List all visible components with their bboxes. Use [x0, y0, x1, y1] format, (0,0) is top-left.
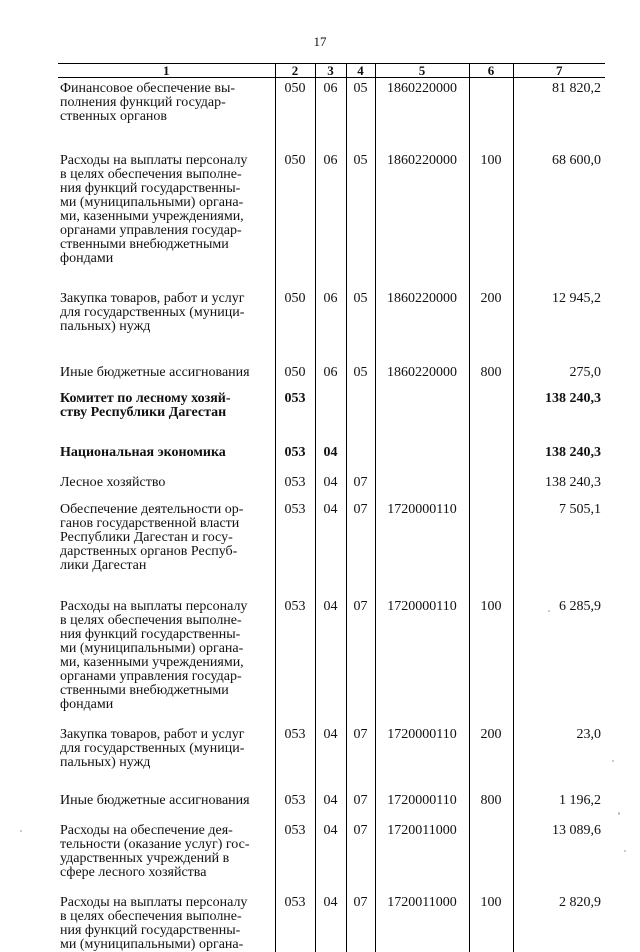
row-code-6: [469, 446, 513, 476]
row-description: Закупка товаров, работ и услуг для государственных (муници- пальных) нужд: [58, 292, 275, 366]
table-row: [58, 600, 605, 728]
row-code-3: 04: [315, 446, 346, 476]
budget-table-body: [58, 78, 605, 952]
column-header: 6: [469, 64, 513, 78]
row-code-3: 06: [315, 78, 346, 155]
row-code-6: [469, 824, 513, 896]
row-amount: 138 240,3: [513, 392, 605, 446]
row-code-2: 050: [275, 366, 315, 392]
column-number-row: [58, 64, 605, 78]
row-code-2: 053: [275, 392, 315, 446]
row-code-6: 800: [469, 366, 513, 392]
row-code-2: 053: [275, 896, 315, 952]
row-code-6: 100: [469, 600, 513, 728]
row-code-2: 053: [275, 476, 315, 503]
row-code-5: 1860220000: [375, 154, 469, 292]
row-code-6: 800: [469, 794, 513, 824]
row-code-3: 04: [315, 503, 346, 600]
row-description: Обеспечение деятельности ор- ганов государственной власти Республики Дагестан и госу- дарственных органов Респуб- лики Дагестан: [58, 503, 275, 600]
row-code-2: 050: [275, 292, 315, 366]
row-description: Лесное хозяйство: [58, 476, 275, 503]
row-amount: 1 196,2: [513, 794, 605, 824]
row-code-4: [346, 446, 375, 476]
table-row: [58, 366, 605, 392]
row-code-5: [375, 392, 469, 446]
table-row: [58, 154, 605, 292]
column-header: 7: [513, 64, 605, 78]
row-description: Комитет по лесному хозяй- ству Республики Дагестан: [58, 392, 275, 446]
row-code-5: [375, 446, 469, 476]
scan-speck: [618, 812, 620, 815]
row-code-3: 04: [315, 600, 346, 728]
row-description: Закупка товаров, работ и услуг для государственных (муници- пальных) нужд: [58, 728, 275, 794]
column-header: 2: [275, 64, 315, 78]
row-code-3: 04: [315, 794, 346, 824]
row-code-2: 053: [275, 824, 315, 896]
page-number: 17: [0, 34, 640, 50]
row-code-6: 100: [469, 896, 513, 952]
row-code-3: 06: [315, 292, 346, 366]
row-code-4: 07: [346, 600, 375, 728]
row-code-4: 05: [346, 78, 375, 155]
row-code-5: 1720000110: [375, 600, 469, 728]
table-row: [58, 78, 605, 155]
row-code-5: 1860220000: [375, 292, 469, 366]
row-amount: 2 820,9: [513, 896, 605, 952]
row-code-6: 200: [469, 292, 513, 366]
row-code-2: 053: [275, 600, 315, 728]
row-code-4: 07: [346, 896, 375, 952]
scan-speck: [548, 610, 550, 612]
row-code-2: 053: [275, 728, 315, 794]
row-code-4: 07: [346, 794, 375, 824]
row-code-4: 07: [346, 503, 375, 600]
column-header: 1: [58, 64, 275, 78]
table-row: [58, 728, 605, 794]
row-code-5: 1720000110: [375, 728, 469, 794]
row-code-4: [346, 392, 375, 446]
table-row: [58, 503, 605, 600]
row-description: Национальная экономика: [58, 446, 275, 476]
row-code-2: 053: [275, 446, 315, 476]
row-code-5: 1860220000: [375, 366, 469, 392]
row-code-3: 04: [315, 896, 346, 952]
row-code-2: 053: [275, 794, 315, 824]
row-description: Расходы на выплаты персоналу в целях обеспечения выполне- ния функций государственны- ми (муниципальными) органа- ми, казенными учреждениями, органами управления государ- ственными внебюджетными фондами: [58, 154, 275, 292]
column-header: 4: [346, 64, 375, 78]
row-code-3: 04: [315, 476, 346, 503]
table-row: [58, 824, 605, 896]
row-code-5: 1720011000: [375, 824, 469, 896]
row-description: Иные бюджетные ассигнования: [58, 794, 275, 824]
row-code-5: 1720000110: [375, 503, 469, 600]
row-code-6: [469, 503, 513, 600]
row-amount: 6 285,9: [513, 600, 605, 728]
row-code-5: [375, 476, 469, 503]
row-amount: 12 945,2: [513, 292, 605, 366]
row-amount: 7 505,1: [513, 503, 605, 600]
row-code-3: 06: [315, 366, 346, 392]
row-amount: 138 240,3: [513, 446, 605, 476]
scan-speck: [612, 760, 614, 762]
row-description: Расходы на выплаты персоналу в целях обеспечения выполне- ния функций государственны- ми (муниципальными) органа- ми, казенными учреждениями, органами управления государ- ственными внебюджетными фондами: [58, 600, 275, 728]
row-code-6: [469, 476, 513, 503]
row-amount: 68 600,0: [513, 154, 605, 292]
row-amount: 23,0: [513, 728, 605, 794]
row-amount: 138 240,3: [513, 476, 605, 503]
row-code-5: 1720000110: [375, 794, 469, 824]
row-code-2: 050: [275, 78, 315, 155]
row-code-3: 06: [315, 154, 346, 292]
row-code-4: 07: [346, 824, 375, 896]
table-row: [58, 896, 605, 952]
row-code-2: 050: [275, 154, 315, 292]
row-description: Расходы на выплаты персоналу в целях обеспечения выполне- ния функций государственны- ми (муниципальными) органа-: [58, 896, 275, 952]
row-code-6: 100: [469, 154, 513, 292]
row-amount: 81 820,2: [513, 78, 605, 155]
row-description: Финансовое обеспечение вы- полнения функций государ- ственных органов: [58, 78, 275, 155]
table-row: [58, 794, 605, 824]
row-code-4: 07: [346, 728, 375, 794]
row-code-4: 05: [346, 366, 375, 392]
table-row: [58, 476, 605, 503]
row-code-6: [469, 392, 513, 446]
row-description: Иные бюджетные ассигнования: [58, 366, 275, 392]
table-row: [58, 446, 605, 476]
row-amount: 275,0: [513, 366, 605, 392]
scan-speck: [624, 850, 626, 852]
budget-table: [58, 63, 605, 952]
row-code-6: [469, 78, 513, 155]
row-code-2: 053: [275, 503, 315, 600]
row-description: Расходы на обеспечение дея- тельности (оказание услуг) гос- ударственных учреждений в сфере лесного хозяйства: [58, 824, 275, 896]
row-code-4: 07: [346, 476, 375, 503]
table-row: [58, 292, 605, 366]
row-code-6: 200: [469, 728, 513, 794]
table-row: [58, 392, 605, 446]
row-code-4: 05: [346, 292, 375, 366]
column-header: 5: [375, 64, 469, 78]
row-code-3: 04: [315, 728, 346, 794]
row-amount: 13 089,6: [513, 824, 605, 896]
scan-speck: [20, 830, 22, 832]
row-code-3: [315, 392, 346, 446]
row-code-4: 05: [346, 154, 375, 292]
row-code-5: 1720011000: [375, 896, 469, 952]
row-code-5: 1860220000: [375, 78, 469, 155]
row-code-3: 04: [315, 824, 346, 896]
column-header: 3: [315, 64, 346, 78]
